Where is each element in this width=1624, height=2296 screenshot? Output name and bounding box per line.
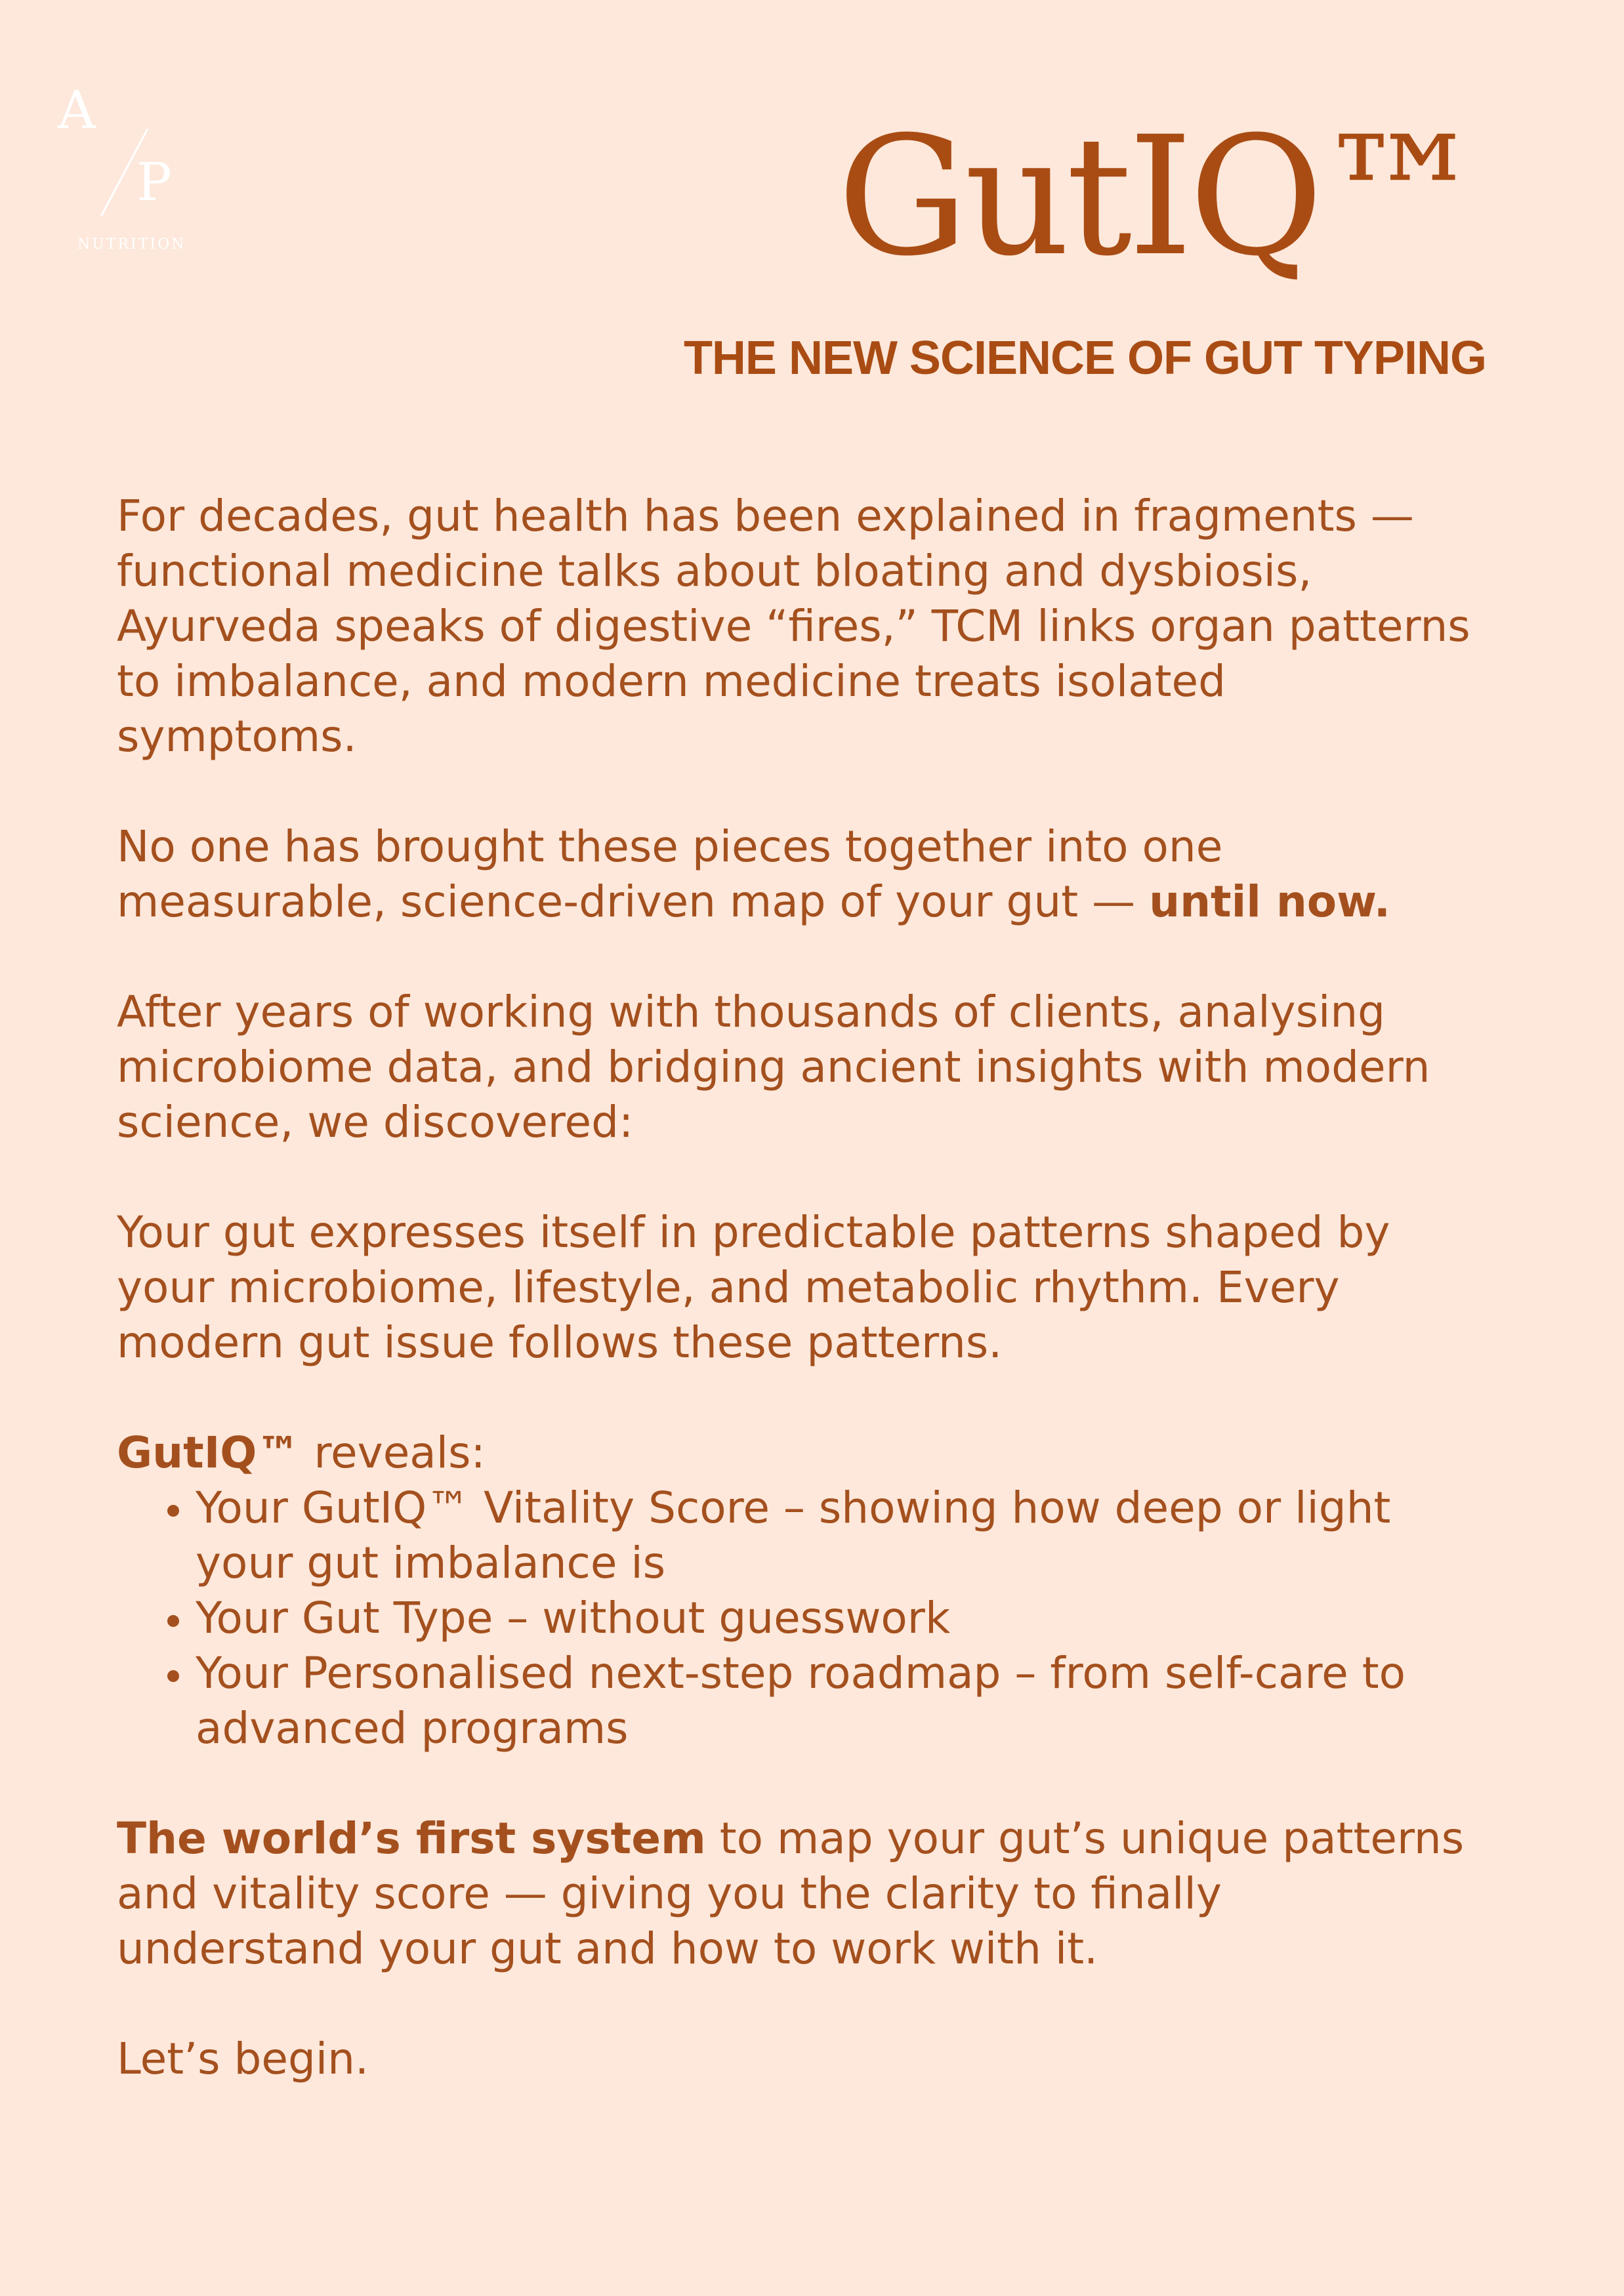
list-item-line: advanced programs xyxy=(196,1703,629,1753)
paragraph-line: and vitality score — giving you the clarity to finally xyxy=(117,1868,1222,1919)
paragraph-line: your microbiome, lifestyle, and metabolic rhythm. Every xyxy=(117,1262,1340,1313)
patterns-paragraph xyxy=(117,1205,1560,1370)
logo-letter-p: P xyxy=(136,152,172,213)
list-item-line: Your Gut Type – without guesswork xyxy=(196,1593,951,1643)
list-item xyxy=(196,1591,1560,1646)
closing-paragraph xyxy=(117,1811,1560,1977)
intro-line: to imbalance, and modern medicine treats isolated xyxy=(117,656,1226,707)
paragraph-line: science, we discovered: xyxy=(117,1097,634,1147)
intro-paragraph xyxy=(117,489,1560,764)
intro-line: symptoms. xyxy=(117,711,357,762)
signoff: Let’s begin. xyxy=(117,2034,369,2084)
reveals-list xyxy=(117,1481,1560,1756)
intro-line: Ayurveda speaks of digestive “fires,” TCM links organ patterns xyxy=(117,601,1470,651)
paragraph-line: microbiome data, and bridging ancient insights with modern xyxy=(117,1042,1430,1092)
until-now-emphasis: until now. xyxy=(1149,876,1390,927)
logo-subtext: NUTRITION xyxy=(77,236,186,253)
paragraph-line: understand your gut and how to work with it. xyxy=(117,1923,1098,1974)
paragraph-line: Your gut expresses itself in predictable patterns shaped by xyxy=(117,1207,1390,1258)
list-item-line: your gut imbalance is xyxy=(196,1538,666,1588)
intro-line: functional medicine talks about bloating and dysbiosis, xyxy=(117,546,1312,596)
reveals-label: reveals: xyxy=(300,1427,486,1478)
intro-line: For decades, gut health has been explained in fragments — xyxy=(117,491,1414,541)
list-item-line: Your Personalised next-step roadmap – from self-care to xyxy=(196,1648,1406,1698)
until-now-paragraph xyxy=(117,819,1560,930)
paragraph-line: measurable, science-driven map of your gut — xyxy=(117,876,1150,927)
paragraph-line: to map your gut’s unique patterns xyxy=(705,1813,1465,1864)
discovery-paragraph xyxy=(117,985,1560,1150)
reveals-heading xyxy=(117,1425,1560,1481)
body-content xyxy=(117,489,1560,2142)
closing-emphasis: The world’s first system xyxy=(117,1813,706,1864)
paragraph-line: No one has brought these pieces together into one xyxy=(117,821,1223,872)
reveals-brand: GutIQ™ xyxy=(117,1427,301,1478)
ap-logo xyxy=(58,79,189,261)
paragraph-line: After years of working with thousands of clients, analysing xyxy=(117,987,1386,1037)
list-item xyxy=(196,1481,1560,1591)
page-subtitle: THE NEW SCIENCE OF GUT TYPING xyxy=(683,332,1486,384)
list-item xyxy=(196,1646,1560,1756)
paragraph-line: modern gut issue follows these patterns. xyxy=(117,1317,1003,1368)
logo-letter-a: A xyxy=(58,79,96,140)
brand-title: GutIQ™ xyxy=(837,101,1480,292)
list-item-line: Your GutIQ™ Vitality Score – showing how deep or light xyxy=(196,1483,1391,1533)
